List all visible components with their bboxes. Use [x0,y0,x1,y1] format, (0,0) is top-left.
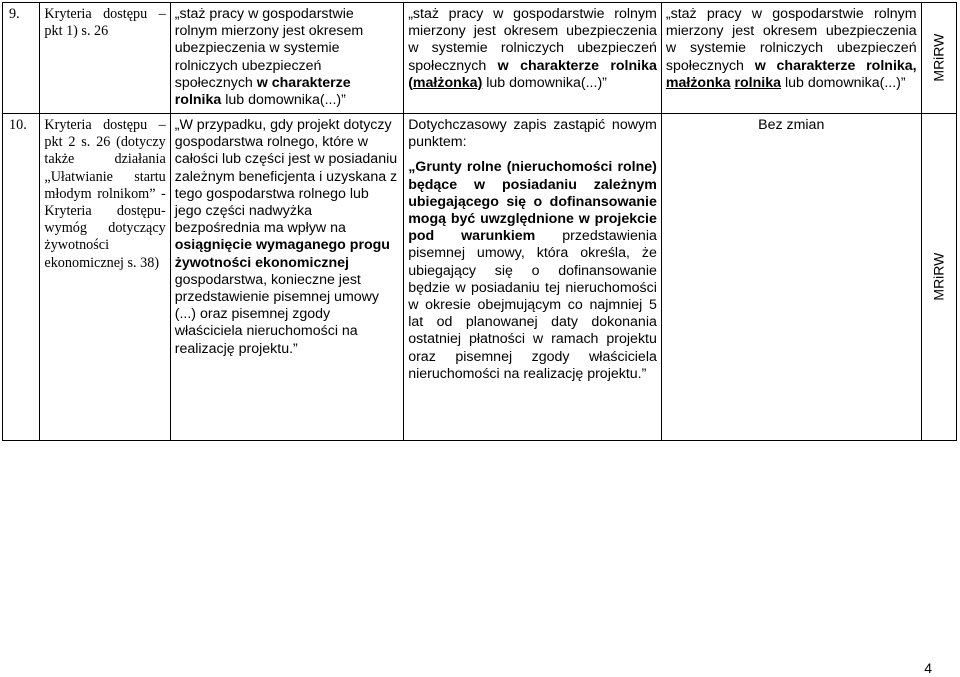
current-text-cell: „staż pracy w gospodarstwie rolnym mierzony jest okresem ubezpieczenia w systemie rolniczych ubezpieczeń społecznych w charakterze rolnika lub domownika(...)” [170,3,403,114]
comments-table [2,2,957,441]
institution-label: MRiRW [930,253,947,301]
proposed-text-cell [404,114,662,441]
proposed-new-point: „Grunty rolne (nieruchomości rolne) będące w posiadaniu zależnym ubiegającego się o dofinansowanie mogą być uwzględnione w projekcie pod warunkiem przedstawienia pisemnej umowy, która określa, że ubiegający się o dofinansowanie będzie w posiadaniu tej nieruchomości w okresie obejmującym co najmniej 5 lat od planowanej daty dokonania ostatniej płatności w ramach projektu oraz pisemnej zgody właściciela nieruchomości na realizację projektu.” [408,159,657,382]
criteria-cell: Kryteria dostępu – pkt 2 s. 26 (dotyczy także działania „Ułatwianie startu młodym rolnikom” - Kryteria dostępu-wymóg dotyczący żywotności ekonomicznej s. 38) [40,114,170,441]
table-row [3,114,957,441]
institution-label: MRiRW [930,34,947,82]
current-text-cell: „W przypadku, gdy projekt dotyczy gospodarstwa rolnego, które w całości lub części jest w posiadaniu zależnym beneficjenta i uzyskana z tego gospodarstwa rolnego lub jego części nadwyżka bezpośrednia ma wpływ na osiągnięcie wymaganego progu żywotności ekonomicznej gospodarstwa, konieczne jest przedstawienie pisemnej umowy (...) oraz pisemnej zgody właściciela nieruchomości na realizację projektu.” [170,114,403,441]
institution-cell [921,114,956,441]
table-row [3,3,957,114]
proposed-intro: Dotychczasowy zapis zastąpić nowym punktem: [408,117,657,151]
row-number: 10. [3,114,40,441]
row-number: 9. [3,3,40,114]
proposed-text-cell: „staż pracy w gospodarstwie rolnym mierzony jest okresem ubezpieczenia w systemie rolniczych ubezpieczeń społecznych w charakterze rolnika (małżonka) lub domownika(...)” [404,3,662,114]
criteria-cell: Kryteria dostępu – pkt 1) s. 26 [40,3,170,114]
institution-cell [921,3,956,114]
page-number: 4 [924,660,932,676]
remarks-cell: Bez zmian [661,114,921,441]
remarks-cell: „staż pracy w gospodarstwie rolnym mierzony jest okresem ubezpieczenia w systemie rolniczych ubezpieczeń społecznych w charakterze rolnika, małżonka rolnika lub domownika(...)” [661,3,921,114]
